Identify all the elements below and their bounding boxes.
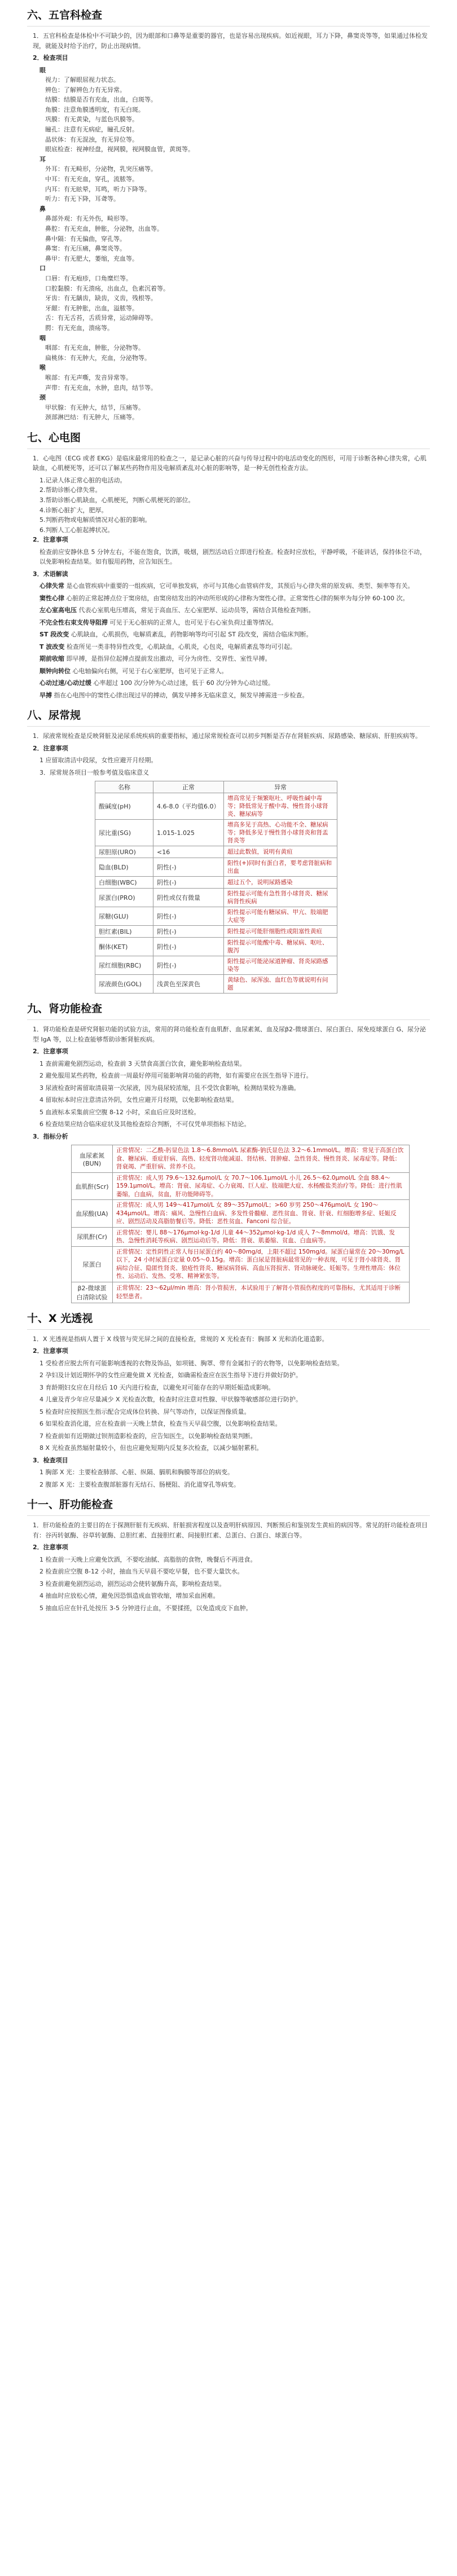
table-row [95,820,337,846]
table-row [72,1200,410,1228]
category-label: 口 [39,265,46,272]
subheading: 3．指标分析 [33,1132,68,1140]
term-definition [27,666,430,676]
term-text: 心脏的正常起搏点位于窦房结，由窦房结发出的冲动所形成的心律称为窦性心律。正常窦性心律的频率为每分钟 60-100 次。 [66,594,409,602]
section-xray [27,1311,430,1490]
category-label: 颈 [39,394,46,402]
column-header: 正常 [153,781,224,793]
list-item: 咽部：有无充血，肿胀，分泌物等。 [45,344,144,352]
table-row [72,1282,410,1303]
list-item: 内耳：有无眩晕，耳鸣，听力下降等。 [45,185,151,193]
list-item: 听力：有无下降，耳聋等。 [45,195,120,203]
cell-normal: 1.015-1.025 [153,820,224,846]
list-item: 眼底检查：视神经盘，视网膜，视网膜血管，黄斑等。 [45,146,194,153]
list-item: 牙齿：有无龋齿，缺齿，义齿，残根等。 [45,294,157,302]
term-name: 顺钟向转位 [39,667,71,675]
cell-abnormal: 增高多见于高热、心功能不全、糖尿病等；降低多见于慢性肾小球肾炎和肾盂肾炎等 [224,820,337,846]
list-item: 2.帮助诊断心律失常。 [39,486,102,494]
list-item: 口唇：有无疱疹，口角糜烂等。 [45,274,132,282]
term-definition [27,581,430,591]
cell-description: 正常情况：婴儿 88～176μmol·kg-1/d 儿童 44～352μmol·kg-1/d 成人 7～8mmol/d。增高：饥饿、发热、急慢性消耗等疾病、剧烈运动后等。降低：肾衰、肌萎缩、贫血、白血病等。 [113,1227,410,1246]
table-row [72,1145,410,1173]
section-liver-function [27,1497,430,1613]
table-row [95,956,337,975]
cell-abnormal: 阳性提示可能有糖尿病、甲亢、肢端肥大症等 [224,907,337,926]
term-list [27,581,430,700]
cell-normal: 阴性(-) [153,858,224,877]
cell-description: 正常情况：23～62μl/min 增高：肾小管损害，本试验用于了解肾小管损伤程度的可靠指标，尤其适用于诊断轻型患者。 [113,1282,410,1303]
category-label: 耳 [39,155,46,163]
cell-abnormal: 阳性提示可能酸中毒、糖尿病、呕吐、腹泻 [224,938,337,956]
urinalysis-table [95,781,337,994]
note-item: 3 育龄期妇女应在月经后 10 天内进行检查，以避免对可能存在的早期妊娠造成影响。 [39,1383,275,1391]
divider [27,726,430,727]
cell-normal: 浅黄色至深黄色 [153,975,224,994]
term-text: 心率超过 100 次/分钟为心动过速，低于 60 次/分钟为心动过缓。 [93,679,274,687]
subheading: 2．注意事项 [33,1347,68,1355]
list-item: 鼻甲：有无肥大，萎缩，充血等。 [45,254,138,262]
cell-normal: 阴性(-) [153,956,224,975]
cell-abnormal: 超过五个，说明尿路感染 [224,877,337,889]
list-item: 瞳孔：注意有无病症，瞳孔反射。 [45,126,138,134]
item-list [27,1467,430,1489]
paragraph: 1．肝功能检查的主要目的在于探测肝脏有无疾病、肝脏损害程度以及查明肝病原因、判断预后和鉴别发生黄疸的病因等。常见的肝功能检查项目有：谷丙转氨酶、谷草转氨酶、总胆红素、直接胆红素、间接胆红素、总蛋白、白蛋白、球蛋白等。 [33,1522,428,1539]
term-name: 心动过速/心动过缓 [39,679,92,687]
category-label: 喉 [39,364,46,372]
notes-list [27,1359,430,1453]
term-definition [27,630,430,640]
list-item: 喉部：有无声嘶，发音异常等。 [45,373,132,381]
list-item: 视力：了解眼屈视力状态。 [45,76,120,84]
table-row [95,926,337,938]
term-name: ST 段改变 [39,631,69,639]
cell-normal: 阴性或仅有微量 [153,889,224,907]
note-item: 2 孕妇及计划近期怀孕的女性应避免做 X 光检查，如确需检查应在医生指导下进行并做好防护。 [39,1371,302,1379]
cell-abnormal: 阳性提示可能泌尿道肿瘤、肾炎尿路感染等 [224,956,337,975]
term-definition [27,691,430,701]
term-definition [27,605,430,616]
note-item: 3 尿液检查时需留取清晨第一次尿液，因为晨尿较浓缩，且不受饮食影响，检测结果较为准确。 [39,1084,300,1092]
list-item: 腭：有无充血，溃疡等。 [45,324,113,332]
list-item: 牙龈：有无肿胀，出血，溢脓等。 [45,304,138,312]
term-definition [27,618,430,628]
term-text: 是心血管疾病中重要的一组疾病，它可单独发病，亦可与其他心血管病伴发，其预后与心律失常的原发病、类型、频率等有关。 [66,582,414,590]
term-definition [27,594,430,604]
term-name: 心律失常 [39,582,64,590]
cell-description: 正常情况：成人男 149～417μmol/L 女 89～357μmol/L；>60 岁男 250～476μmol/L 女 190～434μmol/L。增高：痛风、急慢性白血病、多发性骨髓瘤、恶性贫血、肾衰、肝衰、红细胞增多症、妊娠反应、剧烈活动及高脂肪餐后等。降低：恶性贫血、Fanconi 综合征。 [113,1200,410,1228]
cell-normal: 阴性(-) [153,907,224,926]
cell-name: 尿红细胞(RBC) [95,956,153,975]
term-text: 检查所见一类非特异性改变，心肌缺血，心肌炎，心包炎，电解质紊乱等均可引起。 [66,643,296,650]
table-row [95,877,337,889]
list-item: 3.帮助诊断心肌缺血，心肌梗死，判断心肌梗死的部位。 [39,496,195,504]
note-item: 1 检查前一天晚上应避免饮酒，不要吃油腻、高脂肪的食物，晚餐后不再进食。 [39,1555,257,1563]
cell-abnormal: 阳性提示可能肝细胞性或阻塞性黄疸 [224,926,337,938]
subheading: 2．注意事项 [33,744,68,752]
paragraph: 检查前应安静休息 5 分钟左右，不能在饱食，饮酒，吸烟，剧烈活动后立即进行检查。检查时应放松，平静呼吸，不能讲话，保持体位不动，以免影响检查结果。如有服用药物，应告知医生。 [39,548,426,566]
cell-description: 正常情况：二乙酰-肟显色法 1.8～6.8mmol/L 尿素酶-钠氏显色法 3.2～6.1mmol/L。增高：常见于高蛋白饮食、糖尿病、重症肝病、高热、轻度肾功能减退、肾结核、肾肿瘤、急性肾炎、慢性肾炎、尿毒症等。降低：肾衰竭、严重肝病、营养不良。 [113,1145,410,1173]
list-item: 外耳：有无畸形，分泌物，乳突压痛等。 [45,165,157,173]
note-item: 4 留取标本时应注意清洁外阴，女性应避开月经期，以免影响检查结果。 [39,1096,238,1104]
term-definition [27,654,430,664]
subheading: 2．注意事项 [33,1544,68,1551]
cell-name: 尿蛋白(PRO) [95,889,153,907]
divider [27,1019,430,1020]
list-item: 2 腹部 X 光：主要检查腹部脏器有无结石、肠梗阻、消化道穿孔等病变。 [39,1480,240,1488]
subheading: 3．术语解读 [33,570,68,578]
cell-normal: 4.6-8.0（平均值6.0） [153,793,224,820]
list-item: 4.诊断心脏扩大，肥厚。 [39,506,108,514]
subheading: 2．注意事项 [33,1048,68,1056]
list-item: 6.判断人工心脏起搏状况。 [39,526,114,534]
table-row [95,975,337,994]
cell-name: 血肌酐(Scr) [72,1172,113,1200]
term-text: 即早搏，是指异位起搏点提前发出激动，可分为房性、交界性、室性早搏。 [66,655,271,663]
section-title: 十一、肝功能检查 [27,1498,113,1511]
section-urinalysis [27,708,430,994]
table-row [72,1246,410,1282]
cell-name: 酮体(KET) [95,938,153,956]
list-item: 角膜：注意角膜透明度，有无白斑。 [45,105,144,113]
notes-list [27,1555,430,1614]
cell-name: 尿糖(GLU) [95,907,153,926]
cell-normal: 阴性(-) [153,926,224,938]
term-text: 指在心电图中的窦性心律出现过早的搏动，偶发早搏多无临床意义，频发早搏需进一步检查。 [54,691,309,699]
section-title: 七、心电图 [27,431,81,444]
category-label: 眼 [39,66,46,74]
section-title: 六、五官科检查 [27,9,103,21]
table-caption: 3．尿常规各项目一般参考值及临床意义 [39,768,149,776]
section-kidney-function [27,1001,430,1303]
term-text: 代表心室肌电压增高，常见于高血压、左心室肥厚、运动员等，需结合其他检查判断。 [78,606,315,614]
note-item: 2 避免服用某些药物，检查前一周最好停用可能影响肾功能的药物，如有需要应在医生指导下进行。 [39,1072,313,1080]
note-item: 7 检查前如有近期做过钡剂造影检查的，应告知医生，以免影响检查结果判断。 [39,1432,257,1440]
list-item: 辨色：了解辨色力有无异常。 [45,86,126,94]
subheading: 3．检查项目 [33,1456,68,1464]
term-text: 可见于无心脏病的正常人，也可见于右心室负荷过重等情况。 [109,618,278,626]
list-item: 鼻腔：有无充血，肿胀，分泌物，出血等。 [45,225,163,232]
note-item: 6 如果检查消化道，应在检查前一天晚上禁食，检查当天早晨空腹，以免影响检查结果。 [39,1420,282,1428]
list-item: 舌：有无舌苔，舌质异常，运动障碍等。 [45,314,157,322]
term-name: 左心室高电压 [39,606,77,614]
list-item: 1 胸部 X 光：主要检查肺部、心脏、纵隔、膈肌和胸膜等部位的病变。 [39,1469,234,1476]
term-definition [27,642,430,652]
list-item: 1.记录人体正常心脏的电活动。 [39,476,126,484]
term-name: 早搏 [39,691,52,699]
cell-name: 隐血(BLD) [95,858,153,877]
term-text: 心肌缺血，心肌损伤，电解质紊乱，药物影响等均可引起 ST 段改变，需结合临床判断。 [71,631,313,639]
category-label: 咽 [39,334,46,342]
list-item: 扁桃体：有无肿大，充血，分泌物等。 [45,354,151,362]
table-row [95,889,337,907]
item-list [27,65,430,423]
list-item: 声带：有无充血，水肿，息肉，结节等。 [45,384,157,392]
table-row [95,793,337,820]
section-title: 八、尿常规 [27,709,81,722]
note-item: 2 检查前应空腹 8-12 小时，抽血当天早晨不要吃早餐，也不要大量饮水。 [39,1568,244,1576]
term-definition [27,678,430,688]
list-item: 中耳：有无充血，穿孔，流脓等。 [45,175,138,183]
table-row [95,907,337,926]
cell-name: 尿蛋白 [72,1246,113,1282]
cell-name: 尿肌酐(Cr) [72,1227,113,1246]
table-row [72,1172,410,1200]
note-item: 4 儿童及青少年应尽量减少 X 光检查次数，检查时应注意对性腺、甲状腺等敏感部位进行防护。 [39,1396,302,1404]
section-title: 九、肾功能检查 [27,1003,103,1016]
term-name: 窦性心律 [39,594,64,602]
cell-abnormal: 阳性提示可能有急性肾小球肾炎、糖尿病肾性疾病 [224,889,337,907]
cell-normal: 阴性(-) [153,938,224,956]
table-row [72,1227,410,1246]
category-label: 鼻 [39,205,46,213]
paragraph: 1．X 光透视是指病人置于 X 线管与荧光屏之间的直接检查，常规的 X 光检查有：胸部 X 光和消化道造影。 [33,1335,328,1343]
subheading: 2．检查项目 [33,54,68,61]
note-item: 1 受检者应脱去所有可能影响透视的衣物及饰品，如项链、胸罩、带有金属扣子的衣物等，以免影响检查结果。 [39,1359,344,1367]
list-item: 鼻中隔：有无偏曲，穿孔等。 [45,235,126,243]
list-item: 口腔黏膜：有无溃疡，出血点，色素沉着等。 [45,284,169,292]
divider [27,1515,430,1516]
term-name: 期前收缩 [39,655,64,663]
note-item: 3 检查前避免剧烈运动，剧烈运动会使转氨酶升高，影响检查结果。 [39,1580,226,1588]
note-item: 5 检查时应按照医生指示配合完成体位转换、屏气等动作，以保证图像质量。 [39,1408,251,1416]
cell-name: 尿比重(SG) [95,820,153,846]
cell-normal: 阴性(-) [153,877,224,889]
list-item: 鼻部外观：有无外伤，畸形等。 [45,215,132,223]
term-name: 不完全性右束支传导阻滞 [39,618,108,626]
term-text: 心电轴偏向右侧，可见于右心室肥厚，也可见于正常人。 [72,667,228,675]
table-row [95,858,337,877]
kidney-index-table [71,1145,410,1303]
cell-normal: <16 [153,846,224,858]
section-title: 十、X 光透视 [27,1312,93,1325]
cell-abnormal: 黄绿色、尿浑浊、血红色等就说明有问题 [224,975,337,994]
paragraph: 1．五官科检查是体检中不可缺少的，因为眼部和口鼻等是重要的器官，也是容易出现疾病。如近视眼，耳力下降，鼻窦炎等等，如果通过体检发现，就能及时给予治疗，防止出现病情。 [33,32,428,50]
cell-name: 白细胞(WBC) [95,877,153,889]
term-name: T 波改变 [39,643,65,650]
list-item: 晶状体：有无混浊，有无异位等。 [45,135,138,143]
cell-abnormal: 超过此数值，说明有黄疸 [224,846,337,858]
cell-description: 正常情况：成人男 79.6～132.6μmol/L 女 70.7～106.1μmol/L 小儿 26.5～62.0μmol/L 全血 88.4～159.1μmol/L。增高：肾衰、尿毒症、心力衰竭、巨人症、肢端肥大症、水杨酸盐类治疗等。降低：进行性肌萎缩，白血病，贫血，肝功能障碍等。 [113,1172,410,1200]
cell-name: 胆红素(BIL) [95,926,153,938]
cell-name: 血尿酸(UA) [72,1200,113,1228]
note-item: 6 检查结果应结合临床症状及其他检查综合判断，不可仅凭单项指标下结论。 [39,1120,251,1128]
list-item: 鼻窦：有无压痛，鼻窦炎等。 [45,245,126,253]
note-item: 5 血液标本采集前应空腹 8-12 小时，采血后应及时送检。 [39,1108,200,1116]
column-header: 名称 [95,781,153,793]
cell-name: 血尿素氮(BUN) [72,1145,113,1173]
cell-name: 尿胆原(URO) [95,846,153,858]
divider [27,1329,430,1330]
cell-name: 尿液颜色(GOL) [95,975,153,994]
note-item: 5 抽血后应在针孔处按压 3-5 分钟进行止血，不要揉搓，以免造成皮下血肿。 [39,1604,252,1612]
paragraph: 1．心电图（ECG 或者 EKG）是临床最常用的检查之一，是记录心脏的兴奋与传导过程中的电活动变化的图形，可用于诊断各种心律失常，心肌缺血，心肌梗死等，还可以了解某些药物作用及电解质紊乱对心脏的影响等，是一种无创性检查方法。 [33,454,427,472]
cell-name: β2-微球蛋白清除试验 [72,1282,113,1303]
table-row [95,938,337,956]
list-item: 甲状腺：有无肿大，结节，压痛等。 [45,403,144,411]
note-item: 8 X 光检查虽然辐射量较小，但也应避免短期内反复多次检查，以减少辐射累积。 [39,1444,263,1452]
paragraph: 1．尿液常规检查是反映肾脏及泌尿系统疾病的重要指标，通过尿常规检查可以初步判断是否存在肾脏疾病、尿路感染、糖尿病、肝胆疾病等。 [33,732,421,740]
divider [27,26,430,27]
cell-abnormal: 阳性(+)同时有蛋白者，要考虑肾脏病和出血 [224,858,337,877]
list-item: 结膜：结膜是否有充血，出血，白斑等。 [45,96,157,104]
notes-list [27,1059,430,1129]
note-item: 1 查前需避免剧烈运动，检查前 3 天禁食高蛋白饮食，避免影响检查结果。 [39,1060,246,1067]
paragraph: 1．肾功能检查是研究肾脏功能的试验方法，常用的肾功能检查有血肌酐、血尿素氮、血及尿β2-微球蛋白、尿白蛋白、尿免疫球蛋白 G、尿分泌型 IgA 等，以上检查能够帮助诊断肾脏疾病。 [33,1026,427,1043]
list-item: 颈部淋巴结：有无肿大，压痛等。 [45,414,138,421]
table-row [95,846,337,858]
section-ecg [27,430,430,701]
list-item: 巩膜：有无黄染，与蓝色巩膜等。 [45,116,138,124]
paragraph: 1 应留取清洁中段尿，女性应避开月经期。 [39,757,157,764]
note-item: 4 抽血时应放松心情，避免因恐惧造成血管收缩，增加采血困难。 [39,1592,219,1600]
cell-abnormal: 增高常见于频繁呕吐、呼吸性碱中毒等；降低常见于酸中毒、慢性肾小球肾炎、糖尿病等 [224,793,337,820]
column-header: 异常 [224,781,337,793]
subheading: 2．注意事项 [33,536,68,544]
cell-description: 正常情况：定性阴性正常人每日尿蛋白约 40～80mg/d，上限不超过 150mg/d。尿蛋白量常在 20～30mg/L 以下，24 小时尿蛋白定量 0.05～0.15g。增高：蛋白尿是肾脏病最常见的一种表现，可见于肾小球肾炎、肾病综合征、隐匿性肾炎、狼疮性肾炎、糖尿病肾病、高血压肾损害、肾动脉硬化、妊娠等。生理性增高：体位性、运动后、发热、受寒、精神紧张等。 [113,1246,410,1282]
section-ent-exam [27,8,430,423]
cell-name: 酸碱度(pH) [95,793,153,820]
list-item: 5.判断药物或电解质情况对心脏的影响。 [39,516,151,524]
item-list [27,476,430,535]
